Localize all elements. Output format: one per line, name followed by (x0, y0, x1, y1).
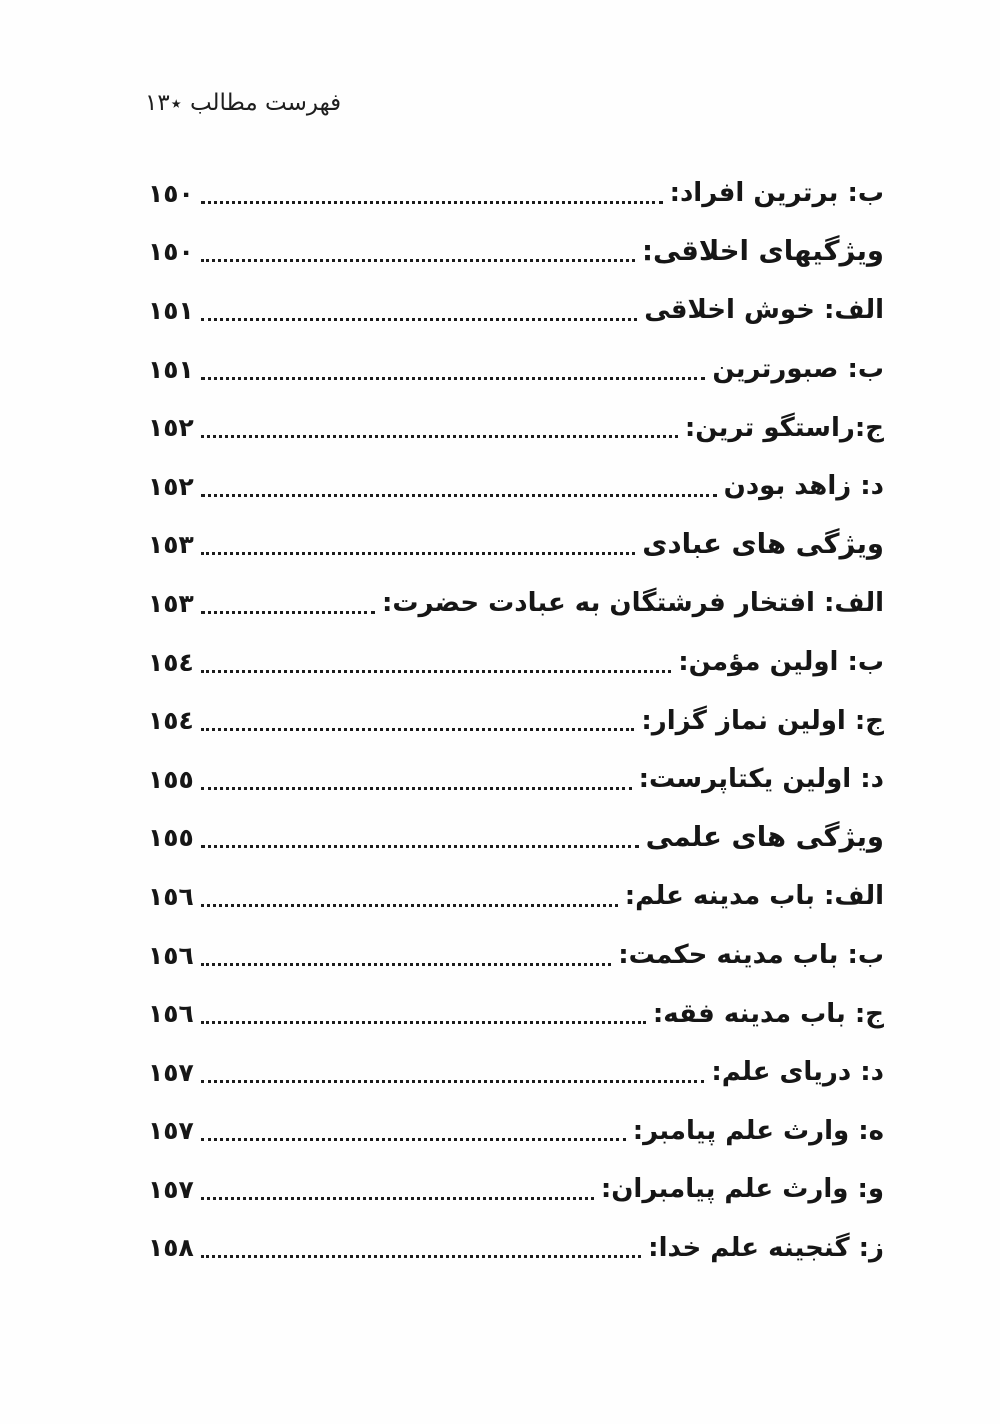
toc-row (148, 574, 884, 633)
toc-entry-title: د: دریای علم: (711, 1057, 884, 1088)
toc-entry-page-number: ١٥٤ (148, 647, 194, 677)
toc-entry-page-number: ١٥٦ (148, 999, 194, 1029)
toc-entry-title: ب: اولین مؤمن: (678, 647, 884, 678)
dotted-leader (201, 845, 639, 848)
toc-entry-page-number: ١٥١ (148, 295, 194, 325)
dotted-leader (201, 670, 671, 673)
toc-entry-page-number: ١٥٠ (148, 178, 194, 208)
toc-entry-title: الف: افتخار فرشتگان به عبادت حضرت: (382, 588, 884, 619)
toc-row (148, 516, 884, 575)
dotted-leader (201, 1021, 646, 1024)
dotted-leader (201, 435, 678, 438)
toc-row (148, 633, 884, 692)
dotted-leader (201, 318, 637, 321)
toc-entry-page-number: ١٥٠ (148, 237, 194, 267)
dotted-leader (201, 963, 611, 966)
toc-entry-title: الف: خوش اخلاقی (644, 295, 884, 326)
toc-entry-title: ز: گنجینه علم خدا: (648, 1232, 884, 1263)
toc-entry-title: د: اولین یکتاپرست: (638, 764, 884, 795)
toc-row (148, 1043, 884, 1102)
toc-entry-title: د: زاهد بودن (723, 471, 884, 502)
toc-entry-page-number: ١٥٣ (148, 530, 194, 560)
dotted-leader (201, 1138, 626, 1141)
toc-entry-title: ویژگیهای اخلاقی: (642, 235, 884, 268)
toc-row (148, 750, 884, 809)
toc-entry-title: الف: باب مدینه علم: (624, 881, 884, 912)
toc-entry-title: ویژگی های علمی (645, 821, 884, 854)
toc-row (148, 809, 884, 868)
toc-entry-page-number: ١٥٧ (148, 1057, 194, 1087)
toc-row (148, 984, 884, 1043)
toc-entry-page-number: ١٥١ (148, 354, 194, 384)
toc-row (148, 1160, 884, 1219)
dotted-leader (201, 494, 717, 497)
toc-entry-title: ج:راستگو ترین: (684, 412, 884, 443)
toc-entry-page-number: ١٥٥ (148, 823, 194, 853)
dotted-leader (201, 1080, 705, 1083)
dotted-leader (201, 904, 618, 907)
toc-row (148, 164, 884, 223)
running-header-title: فهرست مطالب (189, 90, 342, 116)
toc-entry-title: ج: اولین نماز گزار: (641, 705, 884, 736)
toc-entry-title: ب: باب مدینه حکمت: (618, 940, 884, 971)
header-page-number: ١٣ (145, 90, 170, 116)
dotted-leader (201, 201, 663, 204)
toc-entry-title: ب: صبورترین (712, 354, 884, 385)
toc-row (148, 867, 884, 926)
toc-entry-title: ج: باب مدینه فقه: (652, 998, 884, 1029)
toc-row (148, 457, 884, 516)
toc-entry-page-number: ١٥٦ (148, 940, 194, 970)
toc-entry-page-number: ١٥٨ (148, 1233, 194, 1263)
toc-entry-title: و: وارث علم پیامبران: (600, 1174, 884, 1205)
dotted-leader (201, 787, 632, 790)
toc-row (148, 926, 884, 985)
dotted-leader (201, 259, 635, 262)
dotted-leader (201, 611, 375, 614)
dotted-leader (201, 552, 635, 555)
toc-entry-page-number: ١٥٢ (148, 413, 194, 443)
running-header (145, 90, 341, 116)
toc-row (148, 281, 884, 340)
toc-entry-title: ه: وارث علم پیامبر: (632, 1115, 884, 1146)
toc-entry-title: ویژگی های عبادی (642, 528, 884, 561)
toc-entry-page-number: ١٥٣ (148, 588, 194, 618)
toc-entry-page-number: ١٥٧ (148, 1116, 194, 1146)
table-of-contents (148, 164, 884, 1277)
dotted-leader (201, 1255, 641, 1258)
toc-row (148, 691, 884, 750)
toc-entry-page-number: ١٥٤ (148, 706, 194, 736)
toc-entry-page-number: ١٥٦ (148, 881, 194, 911)
toc-row (148, 1102, 884, 1161)
dotted-leader (201, 377, 706, 380)
header-star-icon: ٭ (170, 91, 182, 115)
toc-row (148, 340, 884, 399)
dotted-leader (201, 728, 635, 731)
toc-row (148, 1219, 884, 1278)
toc-entry-page-number: ١٥٥ (148, 764, 194, 794)
dotted-leader (201, 1197, 594, 1200)
toc-row (148, 398, 884, 457)
toc-row (148, 223, 884, 282)
toc-entry-title: ب: برترین افراد: (669, 178, 884, 209)
toc-entry-page-number: ١٥٧ (148, 1174, 194, 1204)
toc-entry-page-number: ١٥٢ (148, 471, 194, 501)
